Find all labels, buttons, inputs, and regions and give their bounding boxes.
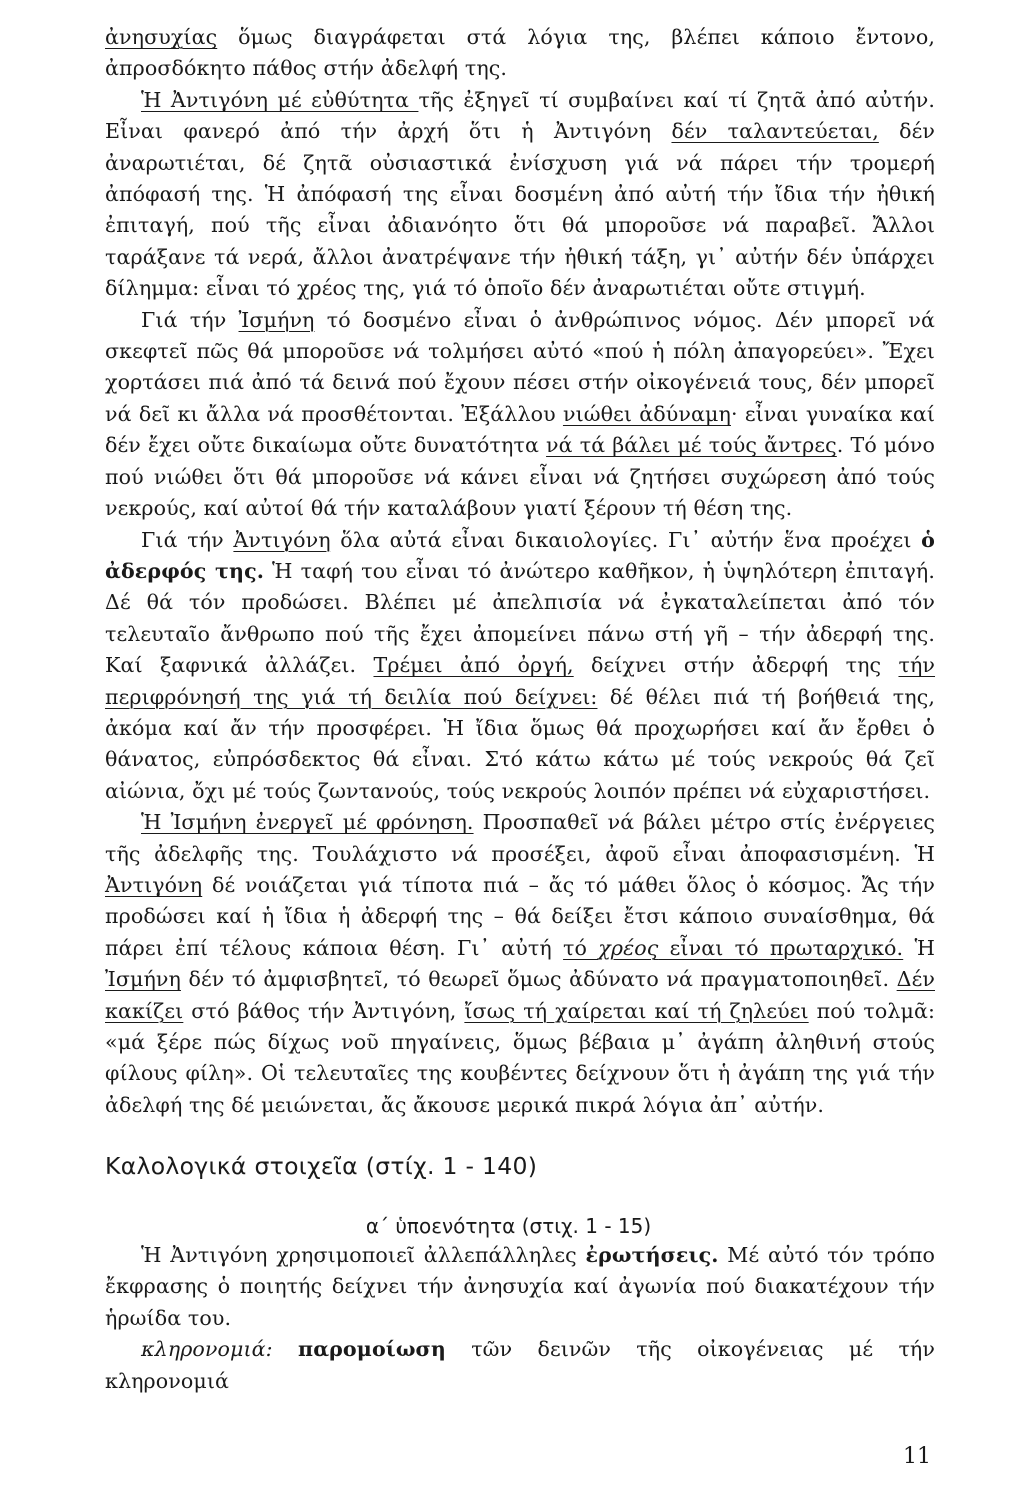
- text-run: τῶν δεινῶν τῆς οἰκογένειας μέ τήν κληρονομιά: [105, 1337, 935, 1393]
- text-run: Προσπαθεῖ νά βάλει μέτρο στίς ἐνέργειες τῆς ἀδελφῆς της. Τουλάχιστο νά προσέξει, ἀφοῦ εἶναι ἀποφασισμένη. Ἡ: [105, 810, 935, 866]
- italic-term: κληρονομιά:: [141, 1337, 273, 1362]
- bold-phrase: ὁ ἀδερφός της.: [105, 527, 935, 583]
- text-run: τῆς ἐξηγεῖ τί συμβαίνει καί τί ζητᾶ ἀπό αὐτήν. Εἶναι φανερό ἀπό τήν ἀρχή ὅτι ἡ Ἀντιγόνη: [105, 87, 936, 144]
- section-heading: Καλολογικά στοιχεῖα (στίχ. 1 - 140): [105, 1152, 538, 1180]
- text-run: στό βάθος τήν Ἀντιγόνη,: [183, 998, 465, 1023]
- underlined-phrase: νιώθει ἀδύναμη: [562, 401, 731, 426]
- text-run: Γιά τήν: [141, 307, 239, 332]
- underlined-italic-word: χρέος: [598, 935, 659, 960]
- text-run: δείχνει στήν ἀδερφή της: [573, 653, 899, 678]
- underlined-phrase: Ἰσμήνη: [238, 307, 315, 332]
- underlined-phrase: Ἰσμήνη: [105, 967, 181, 992]
- text-run: δέν ἀναρωτιέται, δέ ζητᾶ οὐσιαστικά ἐνίσχυση γιά νά πάρει τήν τρομερή ἀπόφασή της. Ἡ ἀπόφασή της εἶναι δοσμένη ἀπό αὐτή τήν ἴδια τήν ἠθική ἐπιταγή, πού τῆς εἶναι ἀδιανόητο ὅτι θά μποροῦσε νά παραβεῖ. Ἄλλοι ταράξανε τά νερά, ἄλλοι ἀνατρέψανε τήν ἠθική τάξη, γι᾽ αὐτήν δέν ὑπάρχει δίλημμα: εἶναι τό χρέος της, γιά τό ὁποῖο δέν ἀναρωτιέται οὔτε στιγμή.: [105, 119, 935, 301]
- underlined-phrase: Δέν κακίζει: [105, 967, 935, 1023]
- paragraph-5: [105, 807, 935, 1121]
- text-run: Ἡ ταφή του εἶναι τό ἀνώτερο καθῆκον, ἡ ὑψηλότερη ἐπιταγή. Δέ θά τόν προδώσει. Βλέπει μέ ἀπελπισία νά ἐγκαταλείπεται ἀπό τόν τελευταῖο ἄνθρωπο πού τῆς ἔχει ἀπομείνει πάνω στή γῆ – τήν ἀδερφή της. Καί ξαφνικά ἀλλάζει.: [105, 558, 935, 678]
- underlined-phrase: τό: [563, 935, 599, 960]
- paragraph-4: [105, 525, 935, 808]
- text-run: τό δοσμένο εἶναι ὁ ἀνθρώπινος νόμος. Δέν μπορεῖ νά σκεφτεῖ πῶς θά μποροῦσε νά τολμήσει αὐτό «πού ἡ πόλη ἀπαγορεύει». Ἔχει χορτάσει πιά ἀπό τά δεινά πού ἔχουν πέσει στήν οἰκογένειά τους, δέν μπορεῖ νά δεῖ κι ἄλλα νά προσθέτονται. Ἐξάλλου: [105, 307, 935, 426]
- text-run: ὅλα αὐτά εἶναι δικαιολογίες. Γι᾽ αὐτήν ἕνα προέχει: [330, 527, 922, 552]
- underlined-phrase: Ἡ Ἰσμήνη ἐνεργεῖ μέ φρόνηση.: [141, 810, 474, 835]
- text-run: Ἡ Ἀντιγόνη χρησιμοποιεῖ ἀλλεπάλληλες: [141, 1243, 586, 1267]
- paragraph-1: [105, 22, 935, 85]
- paragraph-7: [105, 1334, 935, 1397]
- underlined-phrase: Ἀντιγόνη: [233, 527, 331, 552]
- text-run: ὅμως διαγράφεται στά λόγια της, βλέπει κάποιο ἔντονο, ἀπροσδόκητο πάθος στήν ἀδελφή της.: [105, 25, 935, 81]
- text-run: πού τολμᾶ: «μά ξέρε πώς δίχως νοῦ πηγαίνεις, ὅμως βέβαια μ᾽ ἀγάπη ἀληθινή στούς φίλους φίλη». Οἱ τελευταῖες της κουβέντες δείχνουν ὅτι ἡ ἀγάπη της γιά τήν ἀδελφή της δέ μειώνεται, ἄς ἄκουσε μερικά πικρά λόγια ἀπ᾽ αὐτήν.: [105, 998, 936, 1117]
- bold-phrase: ἐρωτήσεις.: [585, 1243, 719, 1267]
- lower-text-column: [105, 1240, 935, 1397]
- bold-phrase: παρομοίωση: [298, 1337, 446, 1362]
- main-text-column: [105, 22, 935, 1121]
- text-run: Μέ αὐτό τόν τρόπο ἔκφρασης ὁ ποιητής δείχνει τήν ἀνησυχία καί ἀγωνία πού διακατέχουν τήν ἡρωίδα του.: [105, 1243, 935, 1330]
- paragraph-2: [105, 85, 935, 305]
- text-run: Γιά τήν: [141, 527, 234, 552]
- underlined-phrase: Τρέμει ἀπό ὀργή,: [373, 653, 574, 678]
- paragraph-6: [105, 1240, 935, 1334]
- paragraph-3: [105, 305, 935, 525]
- subsection-heading: α΄ ὑποενότητα (στιχ. 1 - 15): [365, 1214, 652, 1238]
- underlined-phrase: δέν ταλαντεύεται,: [671, 119, 879, 144]
- text-run: δέ νοιάζεται γιά τίποτα πιά – ἄς τό μάθει ὅλος ὁ κόσμος. Ἄς τήν προδώσει καί ἡ ἴδια ἡ ἀδερφή της – θά δείξει ἔτσι κάποιο συναίσθημα, θά πάρει ἐπί τέλους κάποια θέση. Γι᾽ αὐτή: [105, 872, 935, 960]
- underlined-phrase: ἴσως τή χαίρεται καί τή ζηλεύει: [464, 998, 809, 1023]
- text-run: δέν τό ἀμφισβητεῖ, τό θεωρεῖ ὅμως ἀδύνατο νά πραγματοποιηθεῖ.: [180, 967, 897, 992]
- text-run: · εἶναι γυναίκα καί δέν ἔχει οὔτε δικαίωμα οὔτε δυνατότητα: [105, 401, 935, 458]
- underlined-phrase: Ἀντιγόνη: [105, 872, 203, 897]
- text-run: . Τό μόνο πού νιώθει ὅτι θά μποροῦσε νά κάνει εἶναι νά ζητήσει συχώρεση ἀπό τούς νεκρούς, καί αὐτοί θά τήν καταλάβουν γιατί ξέρουν τή θέση της.: [105, 433, 935, 521]
- text-run: δέ θέλει πιά τή βοήθειά της, ἀκόμα καί ἄν τήν προσφέρει. Ἡ ἴδια ὅμως θά προχωρήσει καί ἄν ἔρθει ὁ θάνατος, εὐπρόσδεκτος θά εἶναι. Στό κάτω κάτω μέ τούς νεκρούς θά ζεῖ αἰώνια, ὄχι μέ τούς ζωντανούς, τούς νεκρούς λοιπόν πρέπει νά εὐχαριστήσει.: [105, 684, 936, 803]
- underlined-phrase: ἀνησυχίας: [105, 25, 218, 49]
- underlined-phrase: εἶναι τό πρωταρχικό.: [658, 935, 904, 960]
- text-run: [273, 1337, 298, 1361]
- underlined-phrase: νά τά βάλει μέ τούς ἄντρες: [546, 433, 837, 458]
- underlined-phrase: Ἡ Ἀντιγόνη μέ εὐθύτητα: [141, 87, 419, 112]
- page-number: 11: [903, 1444, 931, 1469]
- text-run: Ἡ: [903, 935, 935, 960]
- underlined-phrase: τήν περιφρόνησή της γιά τή δειλία πού δείχνει:: [105, 653, 936, 709]
